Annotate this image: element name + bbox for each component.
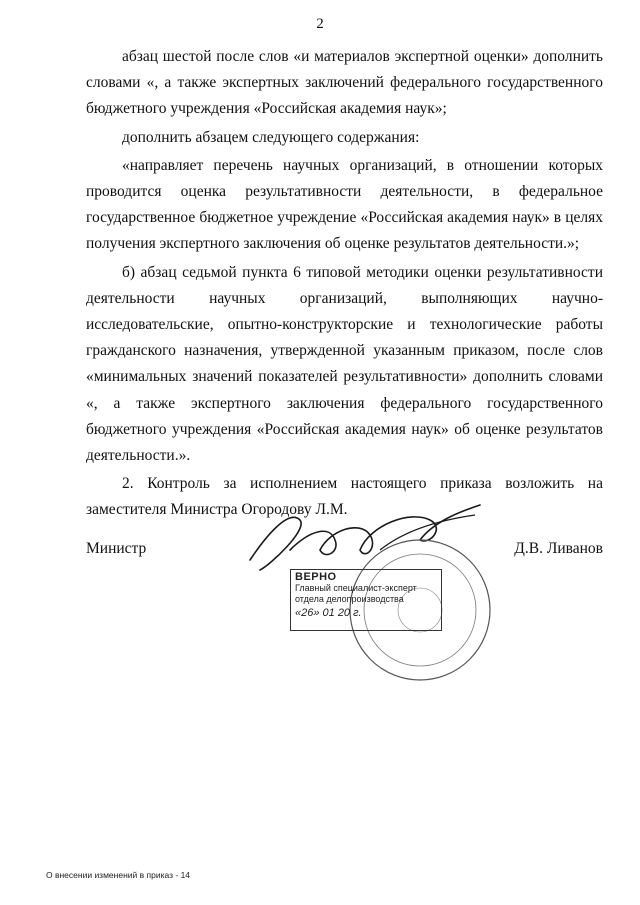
stamp-line: отдела делопроизводства (295, 594, 404, 604)
page-number: 2 (316, 16, 324, 32)
stamp-line: Главный специалист-эксперт (295, 583, 417, 593)
verification-stamp (290, 569, 442, 631)
footer-note: О внесении изменений в приказ - 14 (46, 870, 191, 880)
signer-name: Д.В. Ливанов (514, 540, 603, 557)
stamp-date: «26» 01 20 г. (295, 607, 362, 619)
paragraph: дополнить абзацем следующего содержания: (122, 128, 420, 146)
paragraph: «направляет перечень научных организаций, в отношении которых проводится оценка результативности деятельности, в федеральное государственное бюджетное учреждение «Российская академия наук» в целях получения экспертного заключения об оценке результатов деятельности.»; (86, 156, 603, 253)
paragraph: б) абзац седьмой пункта 6 типовой методики оценки результативности деятельности научных организаций, выполняющих научно-исследовательские, опытно-конструкторские и технологические работы гражданского назначения, утвержденной указанным приказом, после слов «минимальных значений показателей результативности» дополнить словами «, а также экспертного заключения федерального государственного бюджетного учреждения «Российская академия наук» об оценке результатов деятельности.». (86, 263, 603, 465)
paragraph: 2. Контроль за исполнением настоящего приказа возложить на заместителя Министра Огородову Л.М. (86, 475, 603, 519)
signer-role: Министр (86, 540, 147, 557)
stamp-title: ВЕРНО (295, 571, 337, 583)
document-body (86, 44, 603, 524)
paragraph: абзац шестой после слов «и материалов экспертной оценки» дополнить словами «, а также экспертных заключений федерального государственного бюджетного учреждения «Российская академия наук»; (86, 48, 603, 118)
